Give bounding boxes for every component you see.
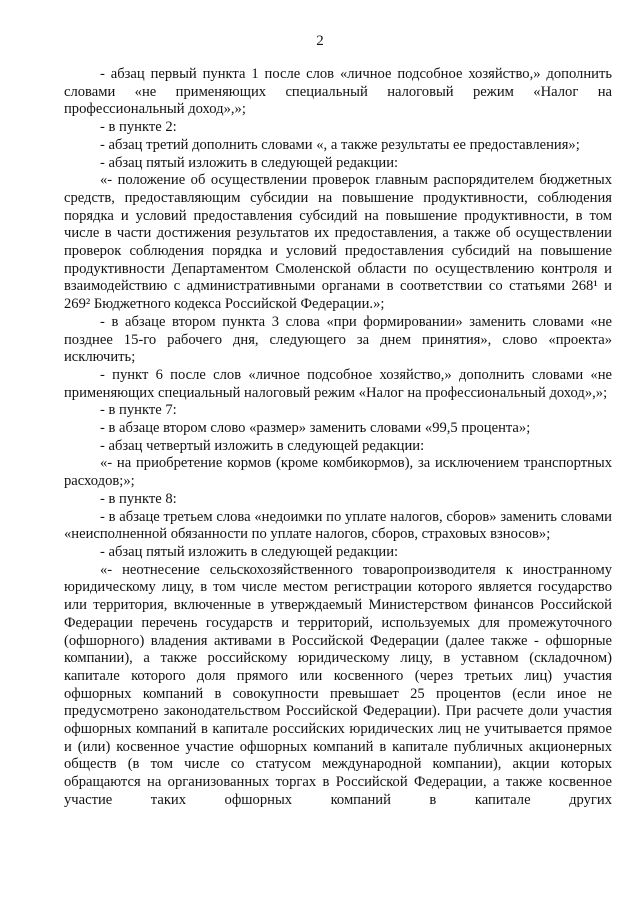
amendment-paragraph-9: - в абзаце втором слово «размер» заменить словами «99,5 процента»; (100, 420, 531, 437)
amendment-paragraph-1: - абзац первый пункта 1 после слов «личное подсобное хозяйство,» дополнить словами «не применяющих специальный налоговый режим «Налог на профессиональный доход»,»; (64, 66, 612, 118)
amendment-paragraph-10: - абзац четвертый изложить в следующей редакции: (100, 437, 425, 454)
amendment-paragraph-11: «- на приобретение кормов (кроме комбикормов), за исключением транспортных расходов;»; (64, 455, 612, 490)
amendment-paragraph-13: - в абзаце третьем слова «недоимки по уплате налогов, сборов» заменить словами «неисполненной обязанности по уплате налогов, сборов, страховых взносов»; (64, 508, 612, 543)
amendment-paragraph-6: - в абзаце втором пункта 3 слова «при формировании» заменить словами «не позднее 15-го рабочего дня, следующего за днем принятия», слово «проекта» исключить; (64, 313, 612, 366)
amendment-paragraph-3: - абзац третий дополнить словами «, а также результаты ее предоставления»; (100, 136, 580, 153)
amendment-paragraph-4: - абзац пятый изложить в следующей редакции: (100, 154, 399, 171)
amendment-paragraph-12: - в пункте 8: (100, 490, 177, 507)
amendment-paragraph-8: - в пункте 7: (100, 402, 177, 419)
amendment-paragraph-14: - абзац пятый изложить в следующей редакции: (100, 543, 399, 560)
document-body (64, 66, 612, 810)
amendment-paragraph-15: «- неотнесение сельскохозяйственного товаропроизводителя к иностранному юридическому лицу, в том числе местом регистрации которого является государство или территория, включенные в утверждаемый Министерством финансов Российской Федерации перечень государств и территорий, используемых для промежуточного (офшорного) владения активами в Российской Федерации (далее также - офшорные компании), а также российскому юридическому лицу, в уставном (складочном) капитале которого доля прямого или косвенного (через третьих лиц) участия офшорных компаний в совокупности превышает 25 процентов (если иное не предусмотрено законодательством Российской Федерации). При расчете доли участия офшорных компаний в капитале российских юридических лиц не учитывается прямое и (или) косвенное участие офшорных компаний в капитале публичных акционерных обществ (в том числе со статусом международной компании), акции которых обращаются на организованных торгах в Российской Федерации, а также косвенное участие таких офшорных компаний в капитале других (64, 561, 612, 808)
page-number: 2 (316, 33, 324, 49)
amendment-paragraph-2: - в пункте 2: (100, 119, 177, 136)
amendment-paragraph-5: «- положение об осуществлении проверок главным распорядителем бюджетных средств, предоставляющим субсидии на повышение продуктивности, соблюдения порядка и условий предоставления субсидий на повышение продуктивности, в том числе в части достижения результатов их предоставления, а также об осуществлении проверок соблюдения порядка и условий предоставления субсидий на повышение продуктивности Департаментом Смоленской области по осуществлению контроля и взаимодействию с административными органами в соответствии со статьями 268¹ и 269² Бюджетного кодекса Российской Федерации.»; (64, 172, 612, 313)
amendment-paragraph-7: - пункт 6 после слов «личное подсобное хозяйство,» дополнить словами «не применяющих специальный налоговый режим «Налог на профессиональный доход»,»; (64, 366, 612, 401)
